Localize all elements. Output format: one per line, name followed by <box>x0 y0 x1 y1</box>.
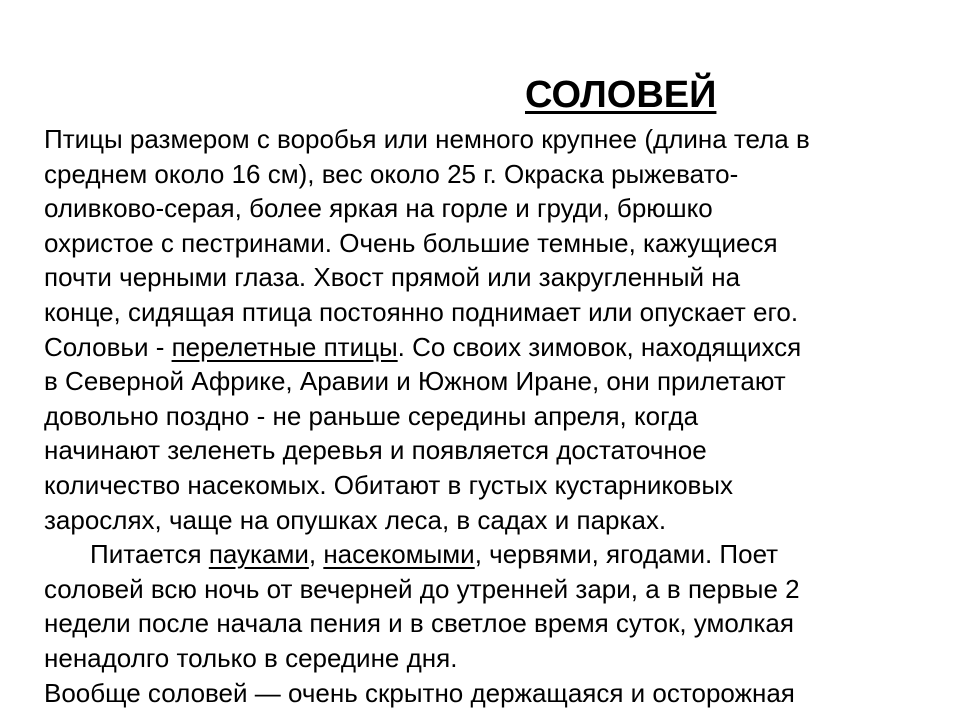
article-body <box>44 122 934 710</box>
text-line: зарослях, чаще на опушках леса, в садах и парках. <box>44 504 667 535</box>
text-line: ненадолго только в середине дня. <box>44 642 458 673</box>
text-fragment: Питается <box>90 539 209 570</box>
text-line: Птицы размером с воробья или немного крупнее (длина тела в <box>44 124 810 154</box>
text-fragment: , <box>308 539 324 570</box>
text-line: довольно поздно - не раньше середины апреля, когда <box>44 400 699 431</box>
text-fragment: Соловьи - <box>44 331 172 362</box>
text-line: количество насекомых. Обитают в густых кустарниковых <box>44 469 734 500</box>
text-line: начинают зеленеть деревья и появляется достаточное <box>44 435 707 466</box>
page-title: СОЛОВЕЙ <box>525 74 717 116</box>
text-fragment: . Со своих зимовок, находящихся <box>397 331 802 362</box>
text-line: среднем около 16 см), вес около 25 г. Окраска рыжевато- <box>44 158 739 189</box>
text-line: Вообще соловей — очень скрытно держащаяся и осторожная <box>44 677 795 708</box>
text-line: конце, сидящая птица постоянно поднимает или опускает его. <box>44 296 799 327</box>
text-line: охристое с пестринами. Очень большие темные, кажущиеся <box>44 227 778 258</box>
text-line: почти черными глаза. Хвост прямой или закругленный на <box>44 262 741 293</box>
text-line: оливково-серая, более яркая на горле и груди, брюшко <box>44 193 713 224</box>
text-line: соловей всю ночь от вечерней до утренней зари, а в первые 2 <box>44 573 800 604</box>
link-insects[interactable]: насекомыми <box>323 539 475 570</box>
text-line: в Северной Африке, Аравии и Южном Иране, они прилетают <box>44 366 786 397</box>
link-migratory-birds[interactable]: перелетные птицы <box>171 331 398 362</box>
text-line-with-link <box>44 330 934 365</box>
text-line-with-links <box>44 537 934 572</box>
link-spiders[interactable]: пауками <box>208 539 309 570</box>
text-line: недели после начала пения и в светлое время суток, умолкая <box>44 608 794 639</box>
text-fragment: , червями, ягодами. Поет <box>474 539 779 570</box>
